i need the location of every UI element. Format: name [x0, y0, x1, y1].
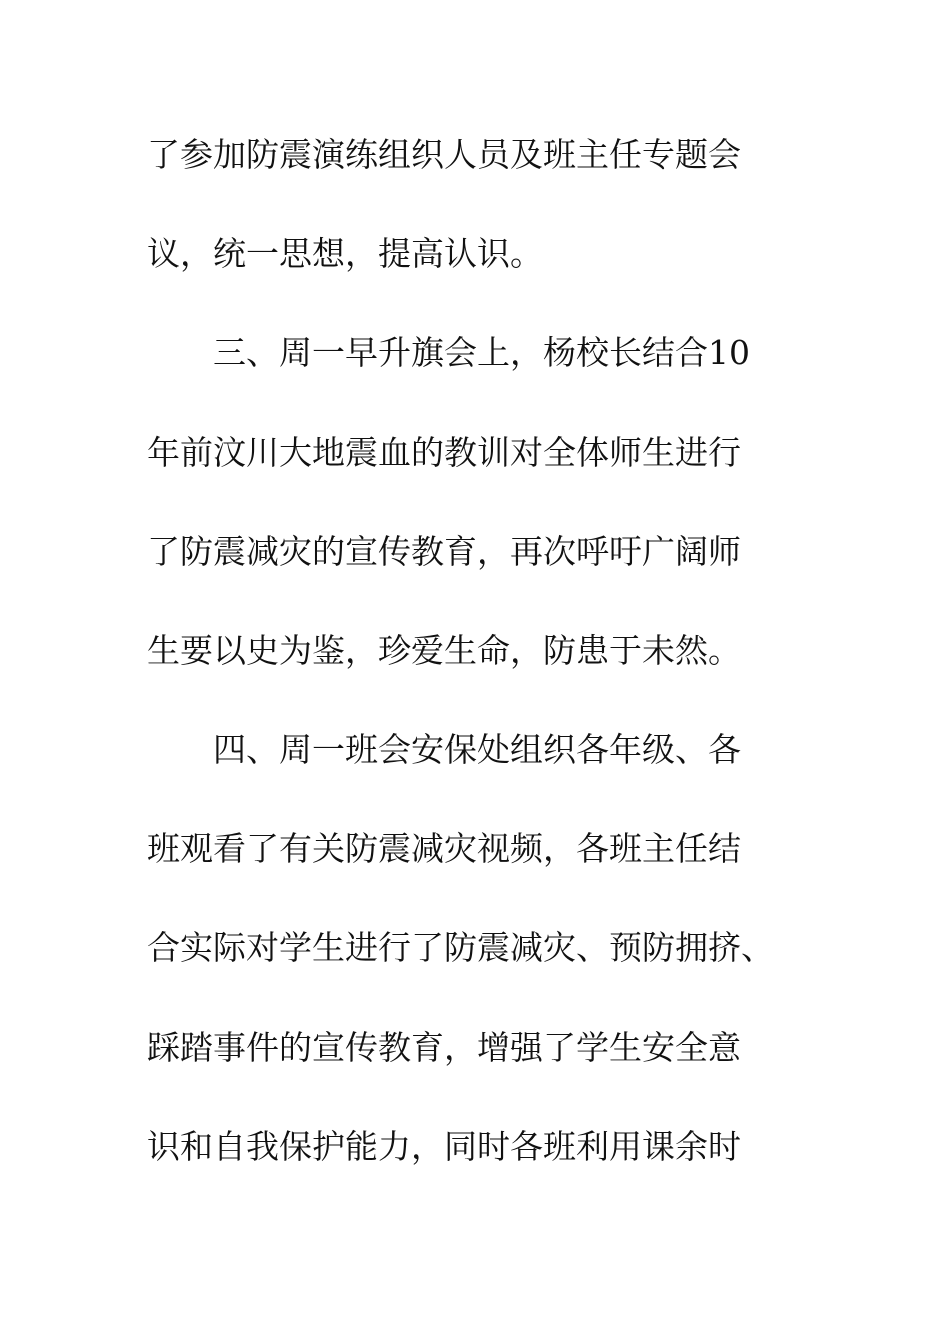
text-line: 合实际对学生进行了防震减灾、预防拥挤、	[147, 928, 774, 967]
text-line: 生要以史为鉴，珍爱生命，防患于未然。	[147, 631, 741, 670]
paragraph-four-start: 四、周一班会安保处组织各年级、各	[147, 730, 741, 769]
paragraph-three-start: 三、周一早升旗会上，杨校长结合10	[147, 333, 750, 372]
text-line: 了防震减灾的宣传教育，再次呼吁广阔师	[147, 532, 741, 571]
text-line: 议，统一思想，提高认识。	[147, 234, 543, 273]
text-line: 年前汶川大地震血的教训对全体师生进行	[147, 433, 741, 472]
text-line: 踩踏事件的宣传教育，增强了学生安全意	[147, 1028, 741, 1067]
text-line: 识和自我保护能力，同时各班利用课余时	[147, 1127, 741, 1166]
text-line: 班观看了有关防震减灾视频，各班主任结	[147, 829, 741, 868]
text-line: 了参加防震演练组织人员及班主任专题会	[147, 135, 741, 174]
